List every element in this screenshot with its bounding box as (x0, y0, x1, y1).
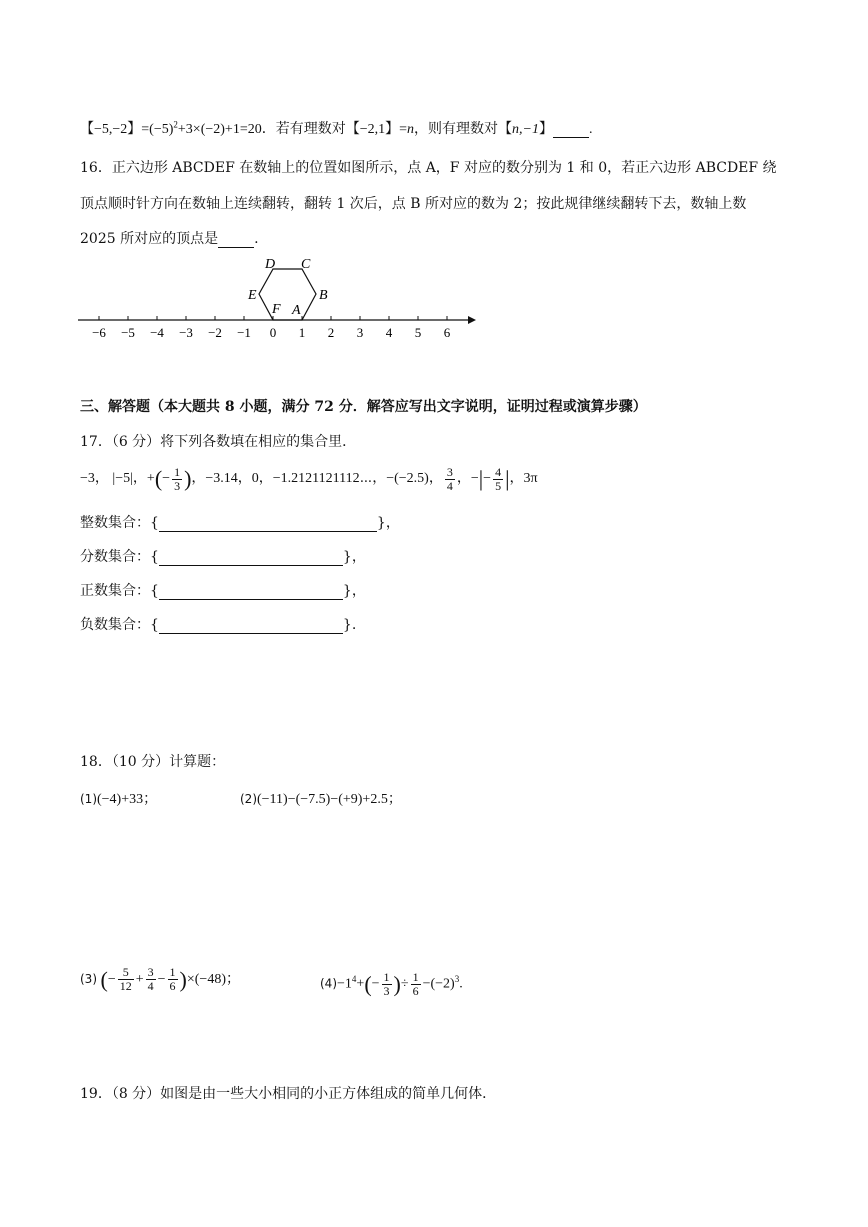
set-label: 分数集合：{ (80, 549, 159, 565)
answer-blank[interactable] (553, 123, 589, 138)
set-end: }. (342, 617, 357, 633)
formula-lhs: 【−5,−2】=(−5) (80, 122, 174, 137)
part-expression: ×(−48)； (186, 972, 240, 987)
exponent: 4 (351, 974, 357, 984)
expr-piece: −(−2) (422, 976, 455, 992)
number-item: −3， (80, 471, 109, 487)
part-label: (4) (320, 976, 337, 991)
tick-label: 2 (327, 325, 335, 340)
bracket-end: 】 (538, 122, 553, 137)
tick-label: 4 (385, 325, 393, 340)
formula-mid: +3×(−2)+1=20．若有理数对【−2,1】= (177, 122, 407, 137)
q16-line2: 顶点顺时针方向在数轴上连续翻转，翻转 1 次后，点 B 所对应的数为 2；按此规律继续翻转下去，数轴上数 (80, 196, 747, 212)
q18-part2 (240, 788, 402, 808)
q17-numbers: −3， |−5|，+(− $\frac{1}{3}$ )，−3.14，0，−1.2121121112⋯，−(−2.5)， $\frac{3}{4}$ ，−|− $\frac{4}{5}$ |，3π (80, 464, 538, 493)
fraction: $\frac{3}{4}$ (147, 965, 154, 994)
tick-labels (92, 325, 451, 340)
section-3-title: 三、解答题（本大题共 8 小题，满分 72 分．解答应写出文字说明，证明过程或演算步骤） (80, 399, 647, 415)
number-item: ，−3.14，0，−1.2121121112⋯，−(−2.5)， (191, 471, 443, 487)
vertex-label-f: F (272, 302, 281, 317)
period: . (254, 231, 259, 247)
set-end: }， (342, 583, 366, 599)
vertex-label-b: B (319, 288, 328, 303)
part-label: (1) (80, 792, 97, 806)
variable-n: n (407, 122, 414, 137)
set-label: 正数集合：{ (80, 583, 159, 599)
fraction: $\frac{1}{3}$ (383, 969, 390, 998)
pair-value: n,−1 (512, 122, 539, 137)
period: . (459, 976, 463, 992)
q18-part4: $(4)-1^4+(-$ $\frac{1}{3}$ )÷ $\frac{1}{6}$ $-(-2)^3$. (320, 969, 463, 998)
tick-label: −6 (92, 325, 106, 340)
exponent: 2 (173, 119, 178, 130)
hexagon-shape (259, 269, 316, 320)
set-end: }， (342, 549, 366, 565)
vertex-label-e: E (248, 288, 257, 303)
answer-blank[interactable] (159, 619, 343, 634)
part-label: (2) (240, 792, 257, 806)
exponent: 3 (454, 974, 460, 984)
tick-label: 3 (356, 325, 364, 340)
tick-label: 0 (269, 325, 277, 340)
set-integer (80, 512, 400, 532)
tick-label: −4 (150, 325, 164, 340)
vertex-label-d: D (265, 257, 276, 272)
hexagon-number-line-figure (76, 250, 496, 340)
part-expression: (−4)+33； (97, 792, 158, 807)
fraction: $\frac{1}{6}$ (412, 969, 419, 998)
fraction: $\frac{4}{5}$ (495, 464, 502, 493)
set-end: }， (376, 515, 400, 531)
tick-label: −1 (237, 325, 251, 340)
fraction: $\frac{1}{6}$ (169, 965, 176, 994)
fraction: $\frac{5}{12}$ (119, 965, 132, 994)
tick-label: 5 (414, 325, 422, 340)
tick-label: 1 (298, 325, 306, 340)
tick-label: −2 (208, 325, 222, 340)
set-label: 负数集合：{ (80, 617, 159, 633)
q19-title: 19．（8 分）如图是由一些大小相同的小正方体组成的简单几何体． (80, 1086, 497, 1102)
set-positive (80, 580, 366, 600)
vertex-label-c: C (301, 257, 311, 272)
q18-part1 (80, 788, 157, 808)
axis-arrow-icon (468, 316, 476, 324)
q18-part3: (3) (− $\frac{5}{12}$ + $\frac{3}{4}$ − $\frac{1}{6}$ )×(−48)； (80, 965, 240, 994)
fraction: $\frac{1}{3}$ (174, 464, 181, 493)
q16-line1: 16．正六边形 ABCDEF 在数轴上的位置如图所示，点 A，F 对应的数分别为 1 和 0，若正六边形 ABCDEF 绕 (80, 160, 777, 176)
fraction: $\frac{3}{4}$ (446, 464, 453, 493)
answer-blank[interactable] (159, 585, 343, 600)
vertex-label-a: A (292, 303, 301, 318)
answer-blank[interactable] (159, 551, 343, 566)
set-label: 整数集合：{ (80, 515, 159, 531)
expr-piece: + (356, 976, 365, 992)
part-expression: (−11)−(−7.5)−(+9)+2.5； (257, 792, 402, 807)
formula-tail: ，则有理数对【 (414, 122, 512, 137)
tick-label: −5 (121, 325, 135, 340)
number-item: ，− (456, 471, 479, 487)
set-fraction (80, 546, 366, 566)
set-negative (80, 614, 356, 634)
number-item: ，3π (509, 471, 538, 487)
number-item: |−5| (112, 471, 133, 487)
q16-line3-text: 2025 所对应的顶点是 (80, 231, 219, 247)
answer-blank[interactable] (159, 517, 377, 532)
expr-piece: ÷ (400, 976, 409, 992)
number-item: ，+ (132, 471, 155, 487)
q16-line3 (80, 228, 259, 248)
period: . (588, 122, 593, 137)
tick-label: −3 (179, 325, 193, 340)
part-label: (3) (80, 972, 97, 986)
q17-title: 17．（6 分）将下列各数填在相应的集合里． (80, 434, 357, 450)
q18-title: 18．（10 分）计算题： (80, 754, 226, 770)
answer-blank[interactable] (218, 233, 254, 248)
tick-label: 6 (443, 325, 451, 340)
expr-piece: −1 (337, 976, 352, 992)
top-formula-line (80, 118, 592, 138)
